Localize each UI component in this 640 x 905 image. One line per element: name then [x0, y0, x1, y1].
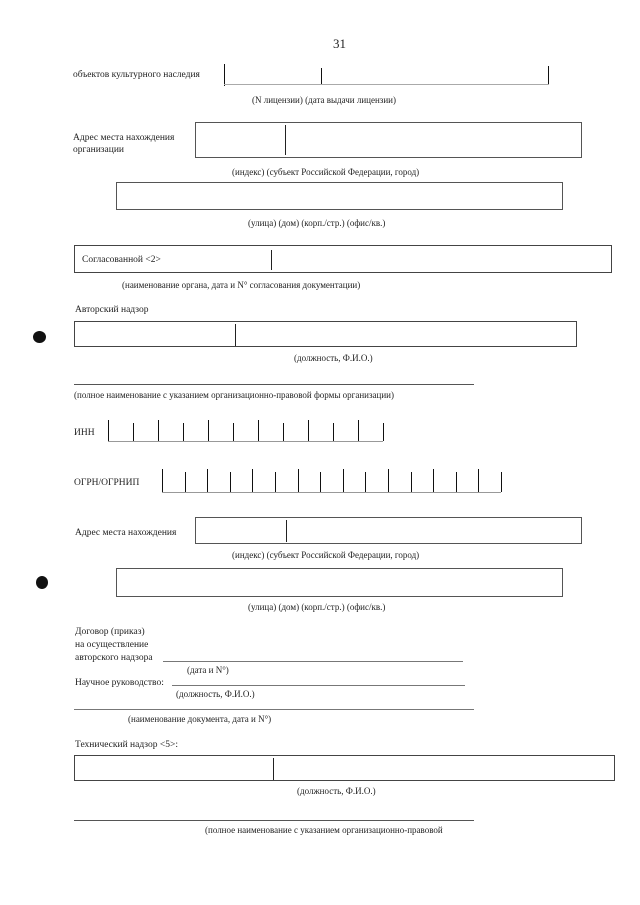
author-supervision-caption: (должность, Ф.И.О.): [294, 353, 373, 363]
address2-label: Адрес места нахождения: [75, 528, 177, 538]
approved-label: Согласованной <2>: [82, 255, 161, 265]
scientific-label: Научное руководство:: [75, 678, 164, 688]
contract-line1: Договор (приказ): [75, 627, 145, 637]
license-field[interactable]: [224, 64, 550, 86]
inn-cell-divider: [133, 423, 134, 441]
address-label-line2: организации: [73, 145, 125, 155]
ogrn-label: ОГРН/ОГРНИП: [74, 478, 140, 488]
address2-street-caption: (улица) (дом) (корп./стр.) (офис/кв.): [248, 602, 386, 612]
punch-hole-mark-bottom: [36, 576, 48, 589]
inn-cell-divider: [333, 423, 334, 441]
org-name-line[interactable]: [74, 384, 474, 385]
tech-org-line[interactable]: [74, 820, 474, 821]
inn-baseline: [108, 441, 383, 442]
inn-cell-divider: [283, 423, 284, 441]
punch-hole-mark-top: [33, 331, 46, 343]
ogrn-cell-divider: [320, 472, 321, 492]
license-caption: (N лицензии) (дата выдачи лицензии): [252, 95, 396, 105]
ogrn-baseline: [162, 492, 501, 493]
tech-supervision-caption: (должность, Ф.И.О.): [297, 786, 376, 796]
contract-line3: авторского надзора: [75, 653, 153, 663]
cultural-heritage-label: объектов культурного наследия: [73, 70, 200, 80]
tech-org-caption: (полное наименование с указанием организационно-правовой: [205, 825, 443, 835]
ogrn-cell-divider: [478, 469, 479, 493]
inn-cell-divider: [383, 423, 384, 441]
contract-date-caption: (дата и N°): [187, 665, 229, 675]
document-line[interactable]: [74, 709, 474, 710]
contract-line2: на осуществление: [75, 640, 149, 650]
scientific-line[interactable]: [172, 685, 465, 686]
ogrn-cell-divider: [252, 469, 253, 493]
ogrn-field[interactable]: [162, 469, 502, 493]
address2-index-caption: (индекс) (субъект Российской Федерации, город): [232, 550, 420, 560]
author-supervision-field[interactable]: [74, 321, 577, 347]
author-supervision-label: Авторский надзор: [75, 305, 149, 315]
ogrn-cell-divider: [433, 469, 434, 493]
scientific-caption: (должность, Ф.И.О.): [176, 689, 255, 699]
ogrn-cell-divider: [230, 472, 231, 492]
address-street-caption: (улица) (дом) (корп./стр.) (офис/кв.): [248, 218, 386, 228]
ogrn-cell-divider: [365, 472, 366, 492]
address-index-caption: (индекс) (субъект Российской Федерации, город): [232, 167, 420, 177]
ogrn-cell-divider: [456, 472, 457, 492]
document-caption: (наименование документа, дата и N°): [128, 714, 272, 724]
ogrn-cell-divider: [388, 469, 389, 493]
inn-cell-divider: [308, 420, 309, 442]
inn-cell-divider: [208, 420, 209, 442]
inn-field[interactable]: [108, 420, 384, 442]
org-name-caption: (полное наименование с указанием организационно-правовой формы организации): [74, 390, 394, 400]
ogrn-cell-divider: [162, 469, 163, 493]
tech-supervision-field[interactable]: [74, 755, 615, 781]
ogrn-cell-divider: [411, 472, 412, 492]
contract-line[interactable]: [163, 661, 463, 662]
inn-cell-divider: [158, 420, 159, 442]
ogrn-cell-divider: [185, 472, 186, 492]
address2-index-field[interactable]: [195, 517, 582, 544]
approved-caption: (наименование органа, дата и N° согласования документации): [122, 280, 361, 290]
page-number: 31: [333, 36, 346, 51]
address-label-line1: Адрес места нахождения: [73, 133, 175, 143]
inn-cell-divider: [183, 423, 184, 441]
address-street-field[interactable]: [116, 182, 563, 210]
address2-street-field[interactable]: [116, 568, 563, 597]
ogrn-cell-divider: [298, 469, 299, 493]
address-index-field[interactable]: [195, 122, 582, 158]
ogrn-cell-divider: [207, 469, 208, 493]
inn-cell-divider: [358, 420, 359, 442]
tech-supervision-label: Технический надзор <5>:: [75, 740, 178, 750]
inn-cell-divider: [233, 423, 234, 441]
ogrn-cell-divider: [343, 469, 344, 493]
ogrn-cell-divider: [501, 472, 502, 492]
ogrn-cell-divider: [275, 472, 276, 492]
inn-cell-divider: [258, 420, 259, 442]
inn-label: ИНН: [74, 428, 95, 438]
inn-cell-divider: [108, 420, 109, 442]
